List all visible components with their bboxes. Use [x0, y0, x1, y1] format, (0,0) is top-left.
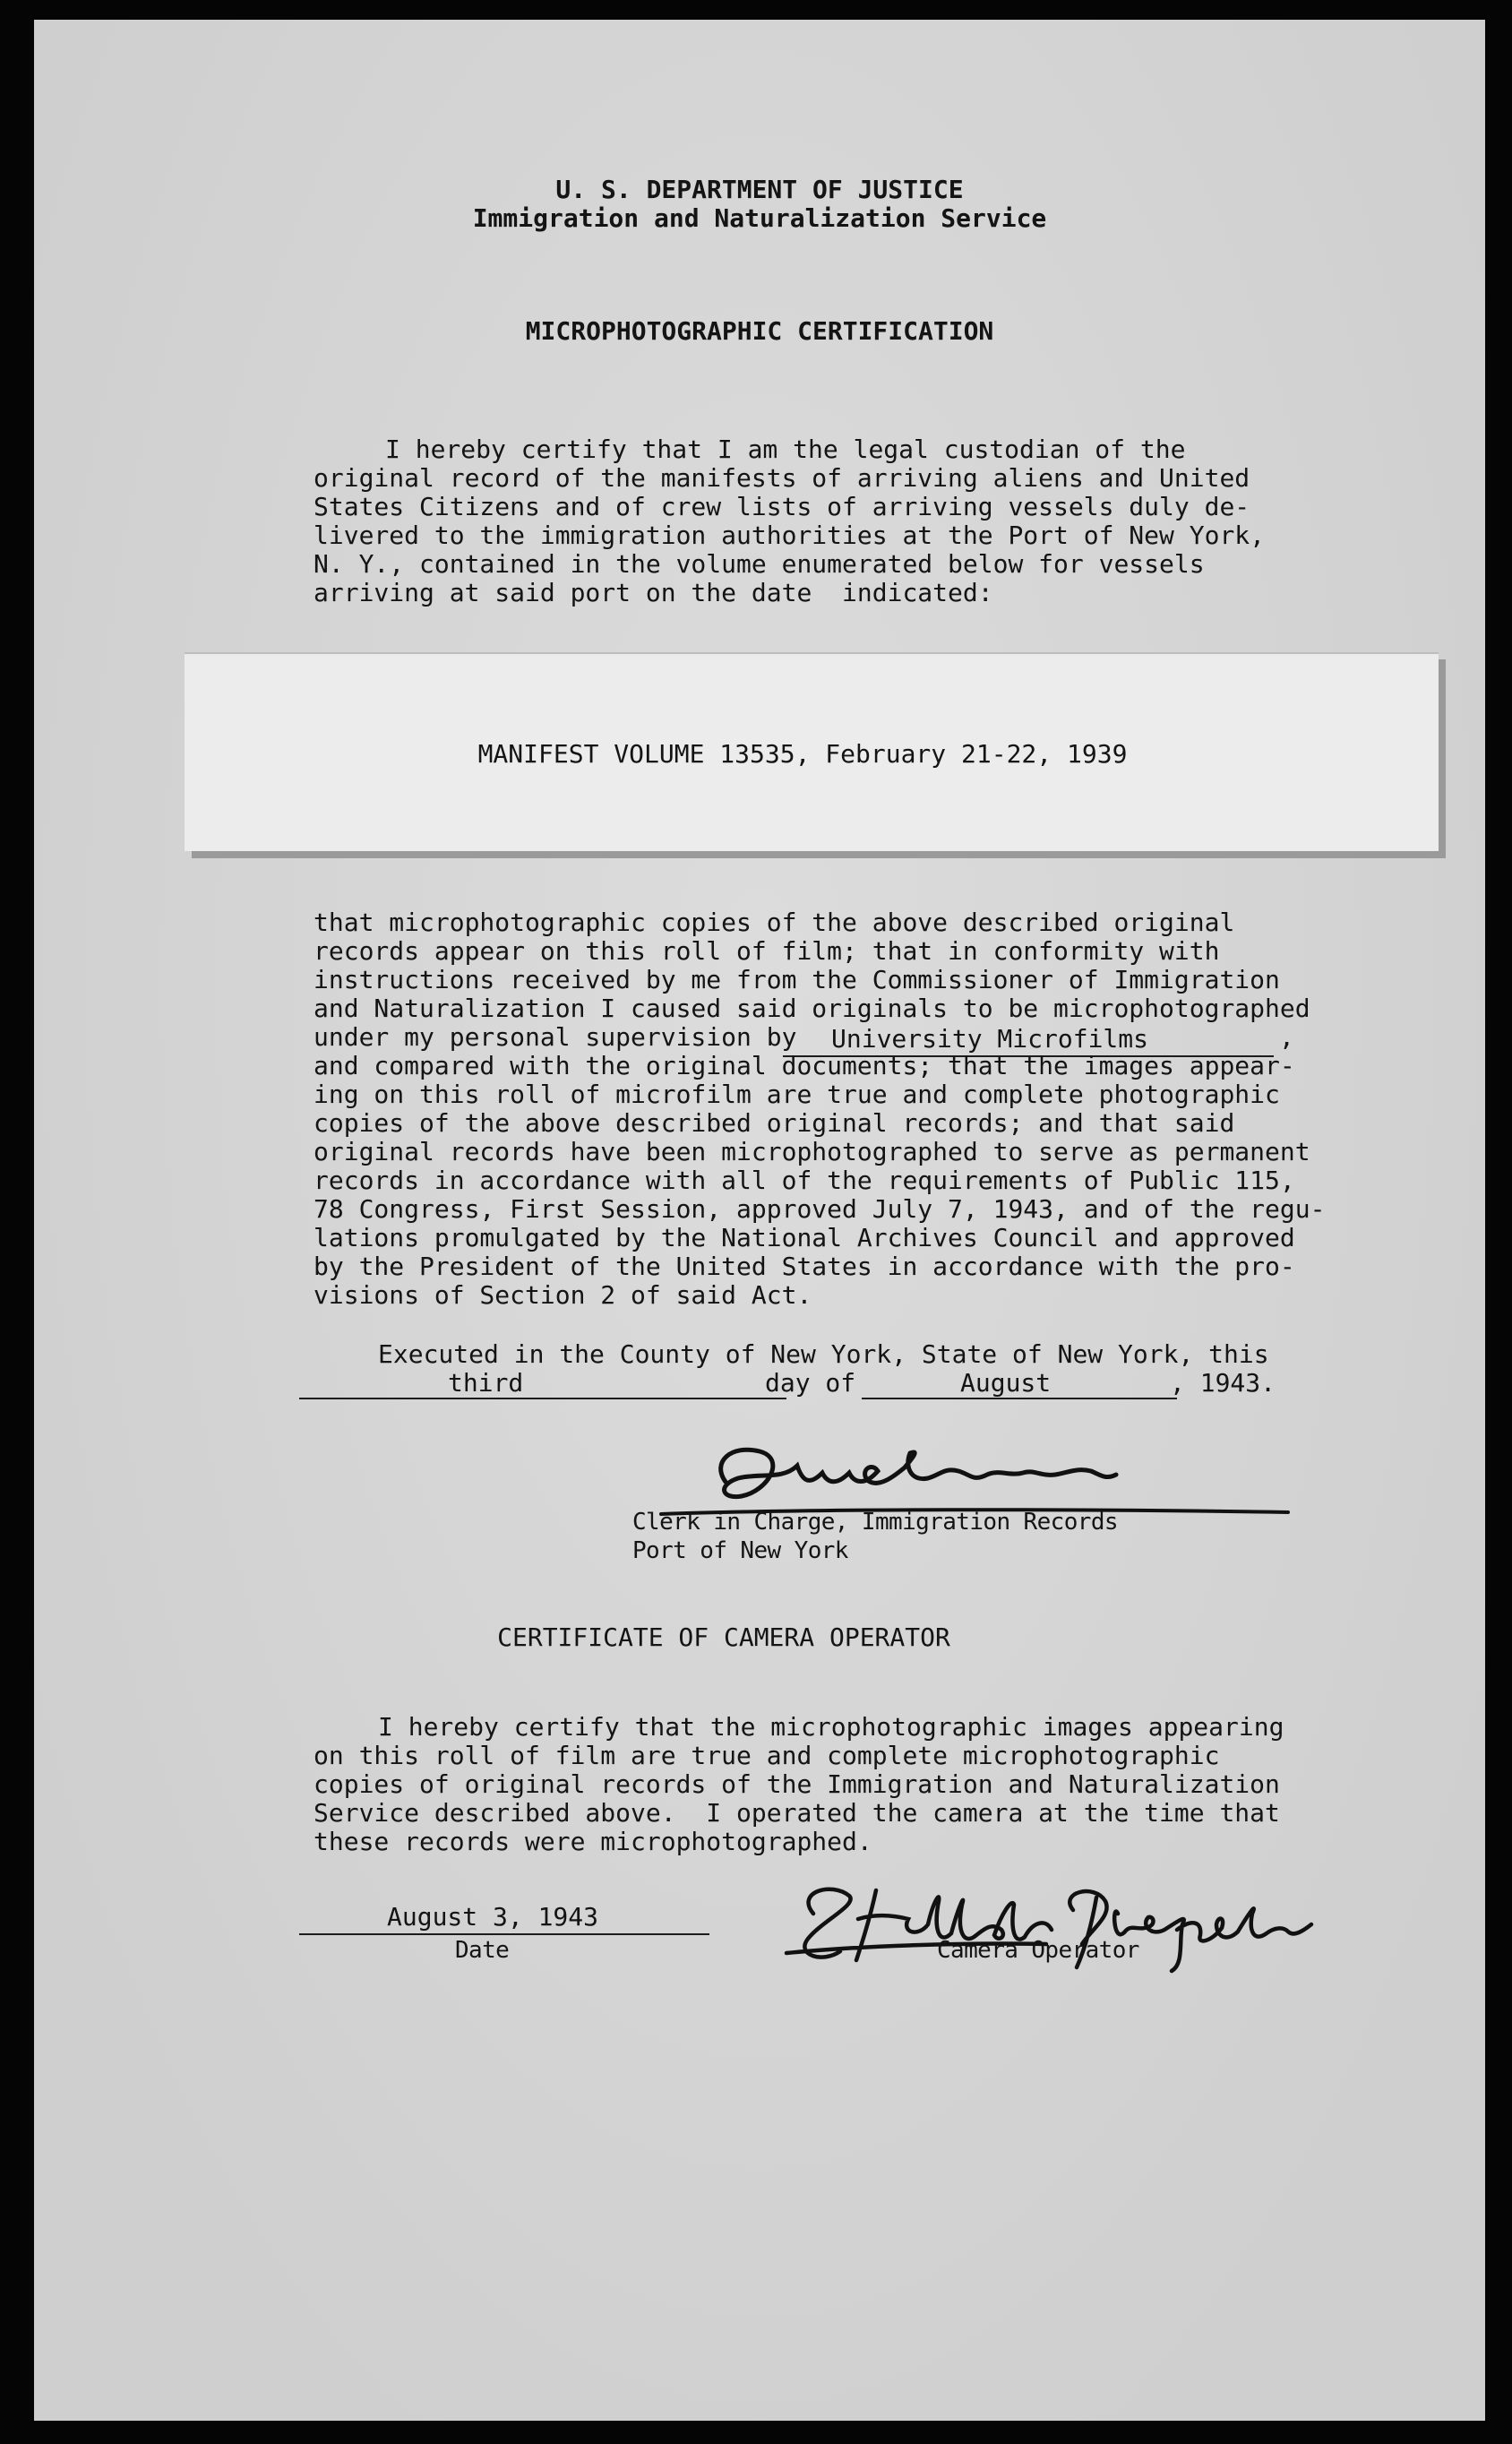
manifest-volume-label: MANIFEST VOLUME 13535, February 21-22, 1939 [477, 739, 1128, 769]
camera-operator-label: Camera Operator [937, 1937, 1139, 1964]
intro-line: States Citizens and of crew lists of arriving vessels duly de- [314, 492, 1250, 521]
clerk-title: Clerk in Charge, Immigration Records [632, 1509, 1118, 1536]
intro-line: N. Y., contained in the volume enumerated below for vessels [314, 549, 1205, 579]
body-line: ing on this roll of microfilm are true and complete photographic [314, 1080, 1280, 1109]
intro-line: arriving at said port on the date indicated: [314, 578, 993, 607]
body-line: records appear on this roll of film; that in conformity with [314, 936, 1220, 966]
date-label: Date [455, 1937, 510, 1964]
camera-line: these records were microphotographed. [314, 1827, 872, 1856]
camera-line: on this roll of film are true and complete microphotographic [314, 1741, 1220, 1770]
date-underline [299, 1933, 709, 1935]
execution-year: , 1943. [1170, 1368, 1276, 1398]
day-of-text: day of [765, 1368, 856, 1398]
comma-mark: , [1279, 1022, 1294, 1052]
body-line: 78 Congress, First Session, approved July 7, 1943, and of the regu- [314, 1194, 1326, 1224]
day-underline [299, 1398, 786, 1399]
supervisor-name: University Microfilms [831, 1024, 1149, 1054]
body-line: and compared with the original documents; that the images appear- [314, 1051, 1295, 1080]
clerk-port: Port of New York [632, 1537, 848, 1564]
operator-date-value: August 3, 1943 [387, 1902, 599, 1932]
intro-line: livered to the immigration authorities at the Port of New York, [314, 521, 1266, 550]
body-line: records in accordance with all of the requirements of Public 115, [314, 1166, 1295, 1195]
execution-day: third [448, 1368, 524, 1398]
execution-intro: Executed in the County of New York, State of New York, this [378, 1339, 1269, 1369]
service-heading: Immigration and Naturalization Service [472, 203, 1047, 233]
body-line: lations promulgated by the National Archives Council and approved [314, 1223, 1295, 1252]
month-underline [862, 1398, 1177, 1399]
document-page [34, 20, 1485, 2421]
agency-heading: U. S. DEPARTMENT OF JUSTICE [555, 175, 964, 204]
body-line: original records have been microphotographed to serve as permanent [314, 1137, 1310, 1166]
body-line: copies of the above described original records; and that said [314, 1108, 1235, 1138]
intro-line: original record of the manifests of arriving aliens and United [314, 463, 1250, 493]
body-line: instructions received by me from the Commissioner of Immigration [314, 965, 1280, 994]
intro-line: I hereby certify that I am the legal custodian of the [385, 435, 1186, 464]
camera-line: copies of original records of the Immigration and Naturalization [314, 1769, 1280, 1799]
body-line: by the President of the United States in accordance with the pro- [314, 1252, 1295, 1281]
body-line: visions of Section 2 of said Act. [314, 1280, 812, 1310]
body-line: that microphotographic copies of the above described original [314, 908, 1235, 937]
manifest-label-strip [185, 652, 1439, 851]
certification-title: MICROPHOTOGRAPHIC CERTIFICATION [525, 316, 994, 346]
execution-month: August [960, 1368, 1052, 1398]
body-line: under my personal supervision by [314, 1022, 797, 1052]
camera-certificate-title: CERTIFICATE OF CAMERA OPERATOR [497, 1622, 950, 1652]
body-line: and Naturalization I caused said originals to be microphotographed [314, 994, 1310, 1023]
camera-operator-signature [751, 1865, 1360, 1982]
camera-line: I hereby certify that the microphotographic images appearing [378, 1712, 1284, 1742]
camera-line: Service described above. I operated the camera at the time that [314, 1798, 1280, 1828]
